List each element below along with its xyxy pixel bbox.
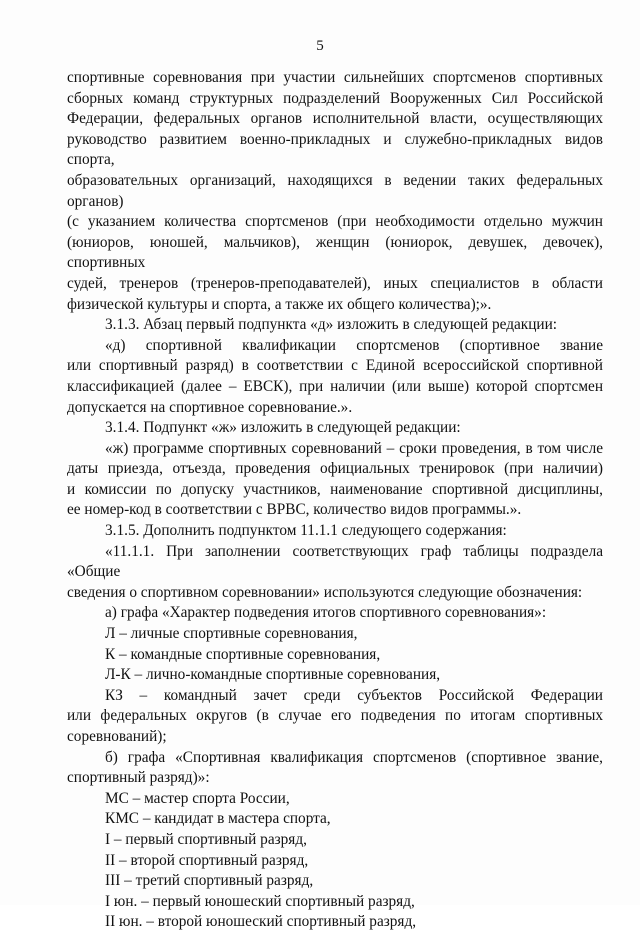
text-line: III – третий спортивный разряд, xyxy=(105,872,314,890)
text-line: МС – мастер спорта России, xyxy=(105,789,290,807)
text-line: руководство развитием военно-прикладных и служебно-прикладных видов спорта, xyxy=(67,130,603,169)
text-line: I юн. – первый юношеский спортивный разряд, xyxy=(105,892,415,910)
text-line: «ж) программе спортивных соревнований – сроки проведения, в том числе xyxy=(105,439,603,457)
text-line: б) графа «Спортивная квалификация спортсменов (спортивное звание, xyxy=(105,748,603,766)
list-item xyxy=(67,645,603,666)
list-item xyxy=(67,789,603,810)
list-item xyxy=(67,809,603,830)
text-line: К – командные спортивные соревнования, xyxy=(105,645,381,663)
text-line: или федеральных округов (в случае его подведения по итогам спортивных xyxy=(67,707,603,725)
paragraph-kz xyxy=(67,686,603,748)
text-line: Л – личные спортивные соревнования, xyxy=(105,625,358,643)
paragraph-3-1-5 xyxy=(67,521,603,542)
paragraph-column-b xyxy=(67,748,603,789)
list-item xyxy=(67,830,603,851)
text-line: образовательных организаций, находящихся в ведении таких федеральных органов) xyxy=(67,171,603,210)
page-number: 5 xyxy=(316,38,324,54)
text-line: (с указанием количества спортсменов (при необходимости отдельно мужчин xyxy=(67,213,603,231)
text-line: (юниоров, юношей, мальчиков), женщин (юниорок, девушек, девочек), спортивных xyxy=(67,233,603,272)
text-line: 3.1.3. Абзац первый подпункта «д» изложить в следующей редакции: xyxy=(105,316,558,334)
list-item xyxy=(67,624,603,645)
text-line: I – первый спортивный разряд, xyxy=(105,830,307,848)
text-line: даты приезда, отъезда, проведения официальных тренировок (при наличии) xyxy=(67,460,603,478)
text-line: спортивные соревнования при участии сильнейших спортсменов спортивных xyxy=(67,69,603,86)
paragraph-3-1-4 xyxy=(67,418,603,439)
list-item xyxy=(67,665,603,686)
list-item xyxy=(67,871,603,892)
text-line: Федерации, федеральных органов исполнительной власти, осуществляющих xyxy=(67,110,603,128)
list-item xyxy=(67,912,603,933)
text-line: или спортивный разряд) в соответствии с Единой всероссийской спортивной xyxy=(67,357,603,375)
text-line: ее номер-код в соответствии с ВРВС, количество видов программы.». xyxy=(67,501,522,519)
text-line: сведения о спортивном соревновании» используются следующие обозначения: xyxy=(67,583,583,601)
text-line: классификацией (далее – ЕВСК), при наличии (или выше) которой спортсмен xyxy=(67,377,603,395)
text-line: 3.1.4. Подпункт «ж» изложить в следующей редакции: xyxy=(105,419,461,437)
paragraph-sports-competitions xyxy=(67,68,603,315)
paragraph-3-1-3 xyxy=(67,315,603,336)
text-line: сборных команд структурных подразделений Вооруженных Сил Российской xyxy=(67,89,603,107)
list-item xyxy=(67,851,603,872)
text-line: спортивный разряд)»: xyxy=(67,769,210,787)
text-line: КМС – кандидат в мастера спорта, xyxy=(105,810,331,828)
list-item xyxy=(67,892,603,913)
text-line: и комиссии по допуску участников, наименование спортивной дисциплины, xyxy=(67,480,603,498)
text-line: физической культуры и спорта, а также их общего количества);». xyxy=(67,295,492,313)
text-line: КЗ – командный зачет среди субъектов Российской Федерации xyxy=(105,686,603,704)
text-line: 3.1.5. Дополнить подпунктом 11.1.1 следующего содержания: xyxy=(105,522,507,540)
text-line: II – второй спортивный разряд, xyxy=(105,851,309,869)
text-line: а) графа «Характер подведения итогов спортивного соревнования»: xyxy=(105,604,547,622)
text-line: «11.1.1. При заполнении соответствующих граф таблицы подраздела «Общие xyxy=(67,542,603,581)
text-line: соревнований); xyxy=(67,728,167,745)
text-line: Л-К – лично-командные спортивные соревнования, xyxy=(105,666,441,684)
paragraph-column-a xyxy=(67,603,603,624)
paragraph-subitem-zh xyxy=(67,439,603,521)
paragraph-11-1-1 xyxy=(67,542,603,604)
text-line: II юн. – второй юношеский спортивный разряд, xyxy=(105,913,417,931)
paragraph-subitem-d xyxy=(67,336,603,418)
text-line: допускается на спортивное соревнование.». xyxy=(67,398,353,416)
text-line: судей, тренеров (тренеров-преподавателей), иных специалистов в области xyxy=(67,274,603,292)
document-body xyxy=(67,68,603,933)
text-line: «д) спортивной квалификации спортсменов (спортивное звание xyxy=(105,336,603,354)
